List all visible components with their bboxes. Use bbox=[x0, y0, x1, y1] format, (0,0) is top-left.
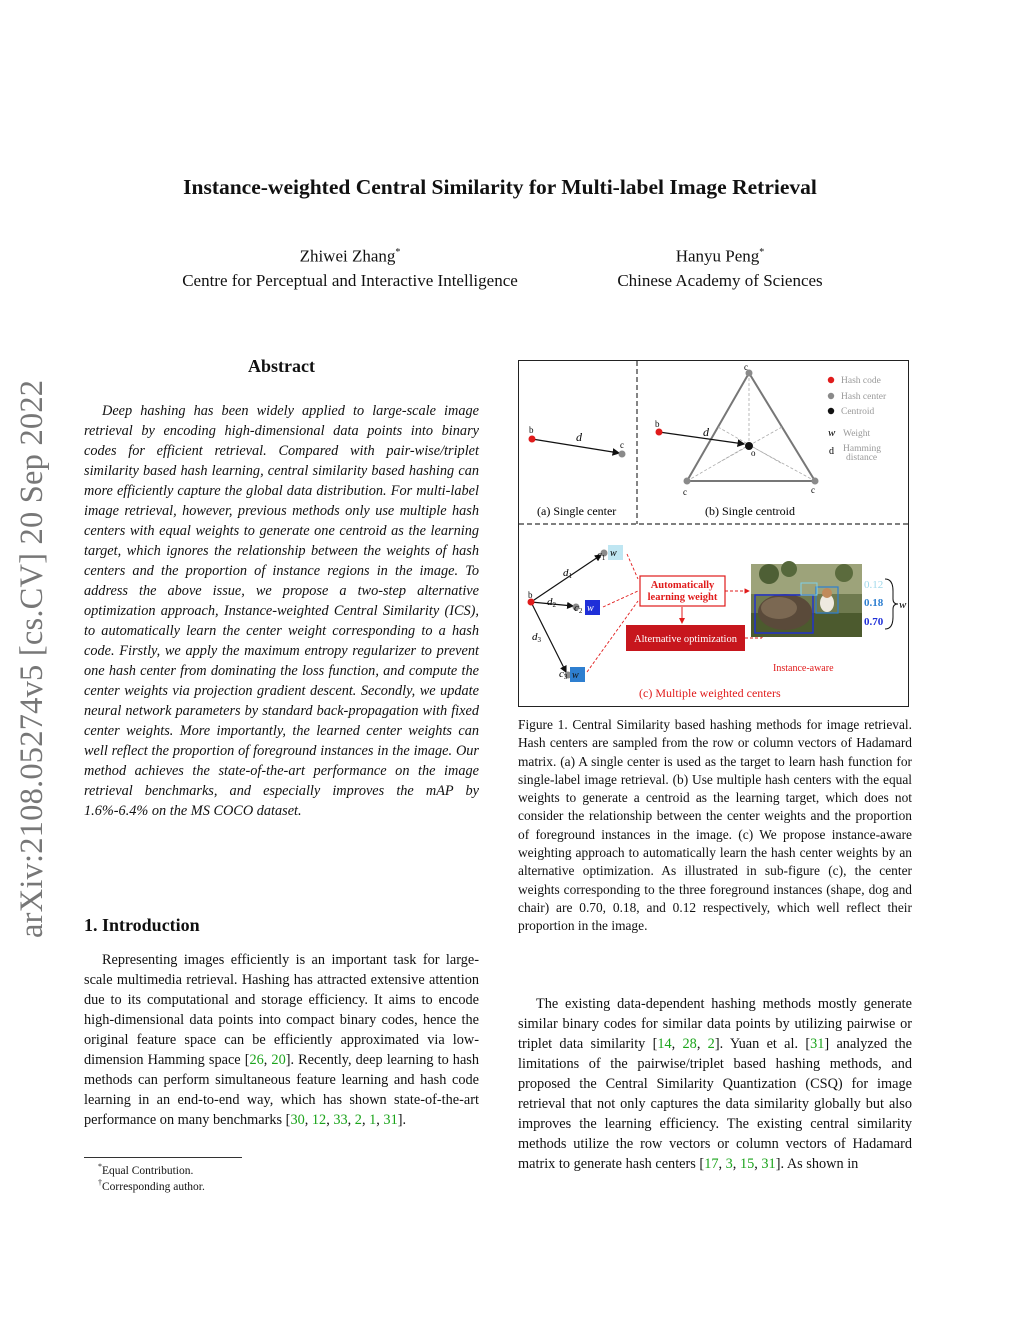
paper-title: Instance-weighted Central Similarity for Multi-label Image Retrieval bbox=[183, 175, 817, 199]
citation-link[interactable]: 33 bbox=[333, 1112, 348, 1128]
legend-w-symbol: w bbox=[828, 427, 836, 439]
citation-link[interactable]: 30 bbox=[290, 1112, 305, 1128]
label-b-a: b bbox=[529, 425, 534, 435]
label-c2-c: c2 bbox=[574, 602, 583, 615]
label-o: o bbox=[751, 448, 756, 458]
label-c3-c: c3 bbox=[559, 668, 568, 681]
label-w2: w bbox=[587, 603, 594, 614]
label-b-c: b bbox=[528, 590, 533, 600]
legend-hash-code: Hash code bbox=[841, 376, 881, 386]
citation-link[interactable]: 31 bbox=[383, 1112, 398, 1128]
auto-box-line-1: Automatically bbox=[650, 580, 715, 591]
label-c-a: c bbox=[620, 440, 624, 450]
label-c1-b: c bbox=[744, 362, 748, 372]
abstract-heading: Abstract bbox=[248, 356, 315, 376]
author-1 bbox=[150, 241, 550, 293]
label-w3: w bbox=[572, 670, 579, 681]
label-d3: d3 bbox=[532, 631, 541, 644]
subfigure-b-label: (b) Single centroid bbox=[705, 504, 795, 518]
citation-link[interactable]: 12 bbox=[311, 1112, 327, 1128]
citation-link[interactable]: 14 bbox=[657, 1036, 672, 1052]
legend-d-symbol: d bbox=[829, 446, 834, 457]
label-d-a: d bbox=[576, 430, 582, 444]
hash-code-point-b bbox=[656, 429, 663, 436]
arxiv-identifier: arXiv:2108.05274v5 [cs.CV] 20 Sep 2022 bbox=[14, 379, 50, 938]
label-d2: d2 bbox=[547, 596, 556, 609]
legend-hamming: Hamming bbox=[843, 444, 881, 454]
citation-link[interactable]: 31 bbox=[810, 1036, 825, 1052]
author-1-affiliation: Centre for Perceptual and Interactive Intelligence bbox=[182, 270, 518, 290]
author-1-mark: * bbox=[395, 247, 401, 258]
legend-hash-center-dot bbox=[828, 393, 834, 399]
label-d1: d1 bbox=[563, 567, 572, 580]
hash-center-k-b bbox=[684, 478, 691, 485]
citation-link[interactable]: 31 bbox=[761, 1156, 776, 1172]
label-ci-b: c bbox=[811, 485, 815, 495]
label-ck-b: c bbox=[683, 487, 687, 497]
label-c1-c: c1 bbox=[597, 549, 606, 562]
label-w1: w bbox=[610, 548, 617, 559]
footnote-rule bbox=[84, 1157, 242, 1158]
author-2-name: Hanyu Peng bbox=[675, 246, 760, 266]
hash-code-point-a bbox=[529, 436, 536, 443]
citation-link[interactable]: 3 bbox=[725, 1156, 733, 1172]
intro-paragraph-1: Representing images efficiently is an important task for large-scale multimedia retrieval. Hashing has attracted extensive attention due to its computational and storage efficiency. It aims to encode high-dimensional data points into compact binary codes, hence the original feature space can be efficiently approximated via low-dimension Hamming space [26, 20]. Recently, deep learning to hash methods can perform simultaneous feature learning and hash code learning in an end-to-end way, which has shown state-of-the-art performance on many benchmarks [30, 12, 33, 2, 1, 31]. bbox=[84, 952, 480, 1128]
figure-1-diagram bbox=[519, 361, 908, 706]
weight-value-070: 0.70 bbox=[864, 616, 884, 628]
distance-arrow-b bbox=[659, 432, 744, 444]
intro-paragraph-2: The existing data-dependent hashing methods mostly generate similar binary codes for similar data points by utilizing pairwise or triplet data similarity [14, 28, 2]. Yuan et al. [31] analyzed the limitations of the pairwise/triplet based hashing methods, and proposed the Central Similarity Quantization (CSQ) for image retrieval that not only captures the data similarity globally but also improves the learning efficiency. The existing central similarity methods utilize the row vectors or column vectors of Hadamard matrix to generate hash centers [17, 3, 15, 31]. As shown in bbox=[518, 996, 912, 1172]
alternative-optimization-label: Alternative optimization bbox=[634, 634, 737, 645]
author-2 bbox=[590, 241, 850, 293]
weights-brace bbox=[885, 579, 898, 629]
legend-hash-center: Hash center bbox=[841, 392, 887, 402]
auto-box-line-2: learning weight bbox=[647, 592, 718, 603]
instance-image bbox=[751, 561, 862, 637]
label-d-b: d bbox=[703, 425, 709, 439]
figure-1 bbox=[518, 360, 909, 707]
citation-link[interactable]: 1 bbox=[369, 1112, 377, 1128]
abstract-text: Deep hashing has been widely applied to large-scale image retrieval by encoding high-dimensional data points into binary codes for efficient retrieval. Compared with pair-wise/triplet similarity based hash learning, central similarity based hashing can more efficiently capture the global data distribution. For multi-label image retrieval, however, previous methods only use multiple hash centers with equal weights to generate one centroid as the learning target, which ignores the relationship between the weights of hash centers and the proportion of instance regions in the image. To address the above issue, we propose a two-step alternative optimization approach, Instance-weighted Central Similarity (ICS), to automatically learn the center weight corresponding to a hash code. Firstly, we apply the maximum entropy regularizer to prevent one hash center from dominating the loss function, and compute the center weights via projection gradient descent. Secondly, we update neural network parameters by standard back-propagation with fixed center weights. More importantly, the learned center weights can well reflect the proportion of foreground instances in the image. Our method achieves the state-of-the-art performance on the image retrieval benchmarks, and especially improves the mAP by 1.6%-6.4% on the MS COCO dataset. bbox=[84, 403, 479, 819]
weights-w-label: w bbox=[899, 599, 907, 611]
citation-link[interactable]: 20 bbox=[271, 1052, 286, 1068]
label-b-b: b bbox=[655, 419, 660, 429]
figure-1-caption: Figure 1. Central Similarity based hashing methods for image retrieval. Hash centers are sampled from the row or column vectors of Hadamard matrix. (a) A single center is used as the target to learn hash function for single-label image retrieval. (b) Use multiple hash centers with the equal weights to generate a centroid as the learning target, which does not consider the relationship between the center weights and the proportion of foreground instances in the image. (c) We propose instance-aware weighting approach to automatically learn the hash center weights by an alternative optimization. As illustrated in sub-figure (c), the center weights corresponding to the three foreground instances (shape, dog and chair) are 0.70, 0.18, and 0.12 respectively, which well reflect their proportion in the image. bbox=[518, 717, 912, 934]
subfigure-c-label: (c) Multiple weighted centers bbox=[639, 686, 781, 700]
author-1-name: Zhiwei Zhang bbox=[299, 246, 396, 266]
legend-hash-code-dot bbox=[828, 377, 834, 383]
citation-link[interactable]: 15 bbox=[739, 1156, 755, 1172]
author-2-mark: * bbox=[759, 247, 765, 258]
citation-link[interactable]: 2 bbox=[707, 1036, 715, 1052]
hash-center-i-b bbox=[812, 478, 819, 485]
instance-aware-label: Instance-aware bbox=[773, 663, 834, 674]
legend-distance: distance bbox=[846, 453, 878, 463]
citation-link[interactable]: 28 bbox=[682, 1036, 697, 1052]
legend-centroid: Centroid bbox=[841, 407, 875, 417]
weight-value-012: 0.12 bbox=[864, 579, 884, 591]
legend-centroid-dot bbox=[828, 408, 834, 414]
author-2-affiliation: Chinese Academy of Sciences bbox=[617, 270, 823, 290]
footnote-equal: *Equal Contribution. bbox=[98, 1162, 194, 1177]
footnote-corresponding: †Corresponding author. bbox=[98, 1178, 205, 1193]
citation-link[interactable]: 17 bbox=[704, 1156, 719, 1172]
introduction-heading: 1. Introduction bbox=[84, 915, 200, 935]
weight-value-018: 0.18 bbox=[864, 597, 884, 609]
legend-weight: Weight bbox=[843, 429, 871, 439]
citation-link[interactable]: 2 bbox=[354, 1112, 362, 1128]
subfigure-a-label: (a) Single center bbox=[537, 504, 617, 518]
citation-link[interactable]: 26 bbox=[249, 1052, 264, 1068]
hash-center-point-a bbox=[619, 451, 626, 458]
